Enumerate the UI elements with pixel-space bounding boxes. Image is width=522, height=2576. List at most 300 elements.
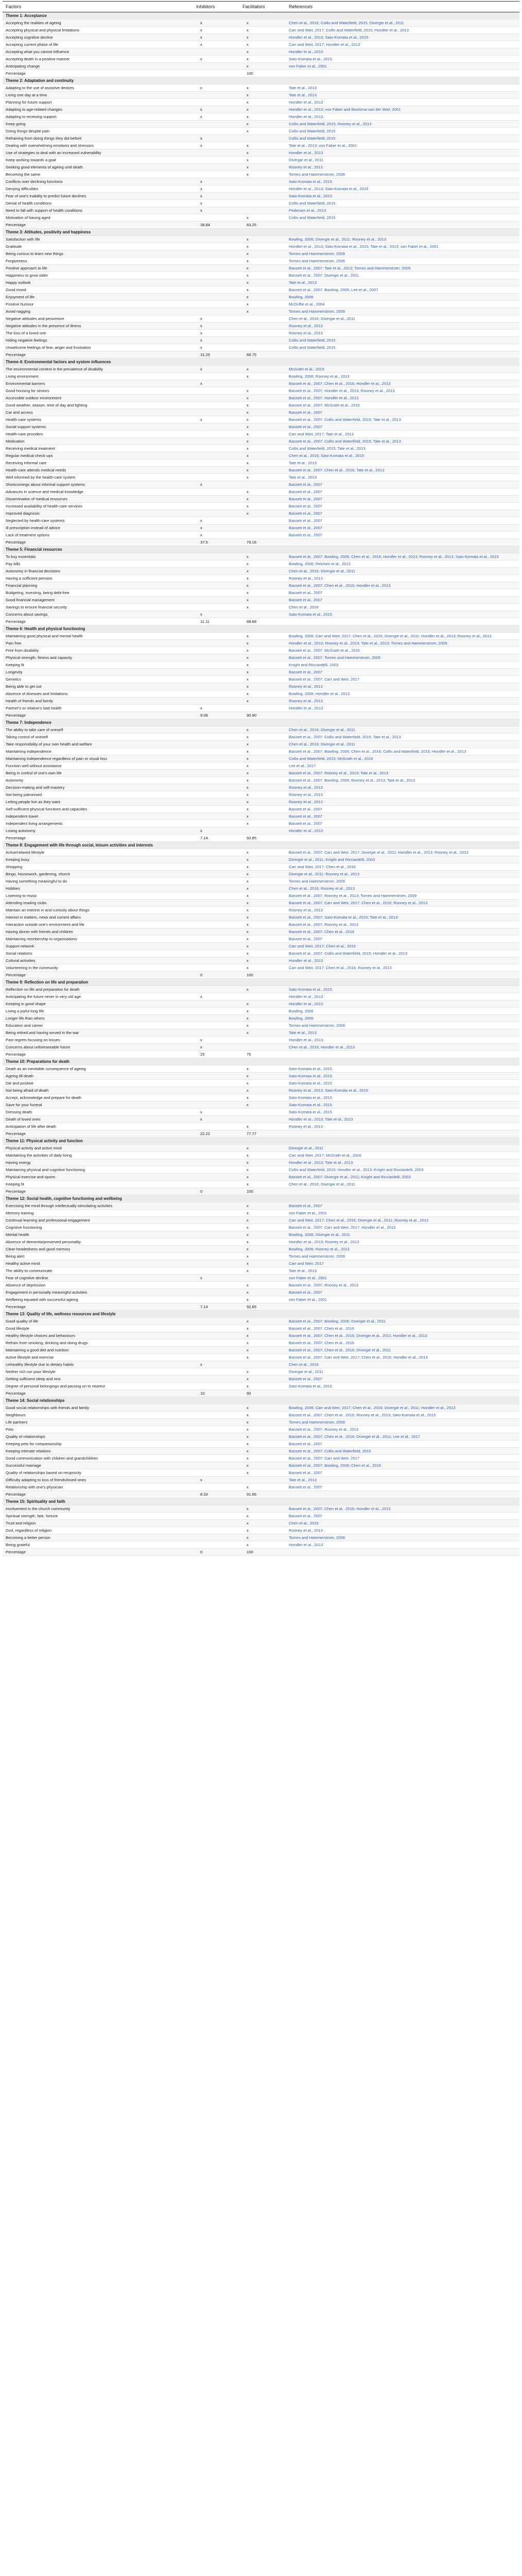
theme-row <box>3 1138 519 1145</box>
reference-cell[interactable]: Pedersen et al., 2013 <box>286 207 519 214</box>
reference-cell[interactable]: Rooney et al., 2013 <box>286 799 519 806</box>
reference-cell[interactable]: Hondler et al., 2013 <box>286 149 519 157</box>
reference-cell[interactable] <box>286 1130 519 1138</box>
reference-cell[interactable]: Bowling, 2006; Reichert et al., 2013 <box>286 561 519 568</box>
reference-cell[interactable] <box>286 70 519 77</box>
facilitator-cell: 100 <box>239 70 286 77</box>
factor-cell: Neither rich nor poor lifestyle <box>3 1368 193 1376</box>
reference-cell[interactable]: Bowling, 2006 <box>286 1015 519 1022</box>
reference-cell[interactable]: Chen et al., 2016; Divergie et al., 2011 <box>286 741 519 748</box>
reference-cell[interactable]: Bassett et al., 2007 <box>286 481 519 488</box>
reference-cell[interactable]: Rooney et al., 2013 <box>286 698 519 705</box>
facilitator-cell: x <box>239 1404 286 1412</box>
reference-cell[interactable]: Bassett et al., 2007 <box>286 1202 519 1210</box>
facilitator-cell: x <box>239 799 286 806</box>
reference-cell[interactable] <box>286 1303 519 1311</box>
reference-cell[interactable]: Sato-Komata et al., 2015 <box>286 611 519 618</box>
factor-cell: Past regrets focusing on losses <box>3 1037 193 1044</box>
facilitator-cell: x <box>239 1527 286 1534</box>
reference-cell[interactable]: Hondler et al., 2013 <box>286 113 519 121</box>
percentage-row <box>3 1051 519 1058</box>
reference-cell[interactable]: Sato-Komata et al., 2015 <box>286 1109 519 1116</box>
reference-cell[interactable]: Sato-Komata et al., 2015 <box>286 56 519 63</box>
reference-cell[interactable]: Bassett et al., 2007 <box>286 423 519 431</box>
reference-cell[interactable]: Collis and Waterfield, 2015 <box>286 337 519 344</box>
reference-cell[interactable]: Bassett et al., 2007; Tornes and Hammerstrom, 2009 <box>286 654 519 662</box>
reference-cell[interactable]: Tornes and Hammerstrom, 2009 <box>286 171 519 178</box>
facilitator-cell <box>239 517 286 524</box>
reference-cell[interactable]: Bassett et al., 2007; Collis and Waterfield, 2015; Hondler et al., 2013 <box>286 950 519 957</box>
reference-cell[interactable]: Hondler et al., 2013; Sato-Komata et al., 2015 <box>286 185 519 193</box>
reference-cell[interactable]: Carr and Weir, 2017; Chen et al., 2016 <box>286 863 519 871</box>
facilitator-cell: x <box>239 806 286 813</box>
reference-cell[interactable]: Tornes and Hammerstrom, 2009 <box>286 1022 519 1029</box>
header-factors: Factors <box>3 2 193 12</box>
reference-cell[interactable]: Bassett et al., 2007; Chen et al., 2016; Hondler et al., 2013 <box>286 1505 519 1513</box>
table-row <box>3 387 519 395</box>
inhibitor-cell <box>193 1073 239 1080</box>
reference-cell[interactable]: Bowling, 2006; Carr and Weir, 2017; Chen et al., 2016; Divergie et al., 2011; Hondler et al., 2013; Rooney et al., 2013 <box>286 633 519 640</box>
table-row <box>3 1065 519 1073</box>
reference-cell[interactable]: Tornes and Hammerstrom, 2009 <box>286 250 519 258</box>
reference-cell[interactable] <box>286 835 519 842</box>
reference-cell[interactable]: Bassett et al., 2007; Carr and Weir, 2017; Divergie et al., 2011; Hondler et al., 2013; Rooney et al., 2013 <box>286 849 519 856</box>
facilitator-cell: x <box>239 308 286 315</box>
reference-cell[interactable]: Bassett et al., 2007; Bowling, 2006; Chen et al., 2016 <box>286 1462 519 1469</box>
facilitator-cell: 77.77 <box>239 1130 286 1138</box>
reference-cell[interactable]: Bassett et al., 2007; Chen et al., 2016; Rooney et al., 2013; Sato-Komata et al., 2015 <box>286 1412 519 1419</box>
reference-cell[interactable]: Bassett et al., 2007; Bowling, 2006; Chen et al., 2016; Collis and Waterfield, 2015; Hondler et al., 2013 <box>286 748 519 755</box>
reference-cell[interactable]: Hondler et al., 2013 <box>286 993 519 1001</box>
inhibitor-cell <box>193 1534 239 1541</box>
reference-cell[interactable]: Bowling, 2006; Carr and Weir, 2017; Chen et al., 2016; Divergie et al., 2011; Hondler et al., 2013 <box>286 1404 519 1412</box>
reference-cell[interactable]: Tornes and Hammerstrom, 2009 <box>286 878 519 885</box>
reference-cell[interactable]: Bassett et al., 2007; McGrath et al., 2015 <box>286 402 519 409</box>
reference-cell[interactable]: Chen et al., 2016, Collis and Waterfield, 2015, Divergie et al., 2011 <box>286 20 519 27</box>
factor-cell: Interest in matters, news and current affairs <box>3 914 193 921</box>
reference-cell[interactable]: Bassett et al., 2007; Chen et al., 2016; Divergie et al., 2011; Lee et al., 2017 <box>286 1433 519 1440</box>
reference-cell[interactable]: Bassett et al., 2007; McGrath et al., 2015 <box>286 647 519 654</box>
reference-cell[interactable]: Tate et al., 2013; von Faber et al., 2001 <box>286 142 519 149</box>
reference-cell[interactable]: Tate et al., 2013 <box>286 279 519 286</box>
table-row <box>3 207 519 214</box>
reference-cell[interactable]: Bassett et al., 2007 <box>286 1440 519 1448</box>
reference-cell[interactable]: Collis and Waterfield, 2015; Rooney et al., 2013 <box>286 121 519 128</box>
reference-cell[interactable]: von Faber et al., 2001 <box>286 63 519 70</box>
reference-cell[interactable]: Chen et al., 2016; Sato-Komata et al., 2015 <box>286 452 519 460</box>
reference-cell[interactable]: Collis and Waterfield, 2015; Hondler et al., 2013; Knight and Ricciardelli, 2003 <box>286 1166 519 1174</box>
reference-cell[interactable]: Rooney et al., 2013 <box>286 1123 519 1130</box>
reference-cell[interactable]: Bassett et al., 2007; Bowling, 2006; Rooney et al., 2013; Tate et al., 2013 <box>286 777 519 784</box>
reference-cell[interactable]: Hondler et al., 2013 <box>286 957 519 964</box>
reference-cell[interactable] <box>286 618 519 625</box>
reference-cell[interactable]: Tate et al., 2013 <box>286 84 519 92</box>
reference-cell[interactable]: Bassett et al., 2007; Chen et al., 2016; Tate et al., 2013 <box>286 467 519 474</box>
reference-cell[interactable]: Sato-Komata et al., 2015 <box>286 178 519 185</box>
reference-cell[interactable] <box>286 539 519 546</box>
reference-cell[interactable]: Hondler et al., 2013 <box>286 48 519 56</box>
reference-cell[interactable]: Bassett et al., 2007 <box>286 517 519 524</box>
facilitator-cell: 75 <box>239 1051 286 1058</box>
reference-cell[interactable]: McDuffie et al., 2004 <box>286 301 519 308</box>
reference-cell[interactable]: Bassett et al., 2007 <box>286 1513 519 1520</box>
factor-cell: Percentage <box>3 835 193 842</box>
facilitator-cell <box>239 1361 286 1368</box>
reference-cell[interactable]: Bassett et al., 2007 <box>286 510 519 517</box>
facilitator-cell <box>239 344 286 351</box>
reference-cell[interactable]: Chen et al., 2016 <box>286 604 519 611</box>
reference-cell[interactable]: Bassett et al., 2007; Rooney et al., 2013 <box>286 1426 519 1433</box>
reference-cell[interactable]: Lee et al., 2017 <box>286 762 519 770</box>
reference-cell[interactable]: Carr and Weir, 2017; Chen et al., 2016; Divergie et al., 2011; Rooney et al., 2013 <box>286 1217 519 1224</box>
reference-cell[interactable]: Bassett et al., 2007; Chen et al., 2016 <box>286 928 519 936</box>
reference-cell[interactable]: Bassett et al., 2007; Sato-Komata et al., 2015; Tate et al., 2013 <box>286 914 519 921</box>
inhibitor-cell <box>193 431 239 438</box>
reference-cell[interactable]: Bowling, 2006; Hondler et al., 2013 <box>286 690 519 698</box>
inhibitor-cell <box>193 964 239 972</box>
factor-cell: Good quality of life <box>3 1318 193 1325</box>
reference-cell[interactable]: Divergie et al., 2011; Rooney et al., 2013 <box>286 871 519 878</box>
reference-cell[interactable] <box>286 1188 519 1195</box>
inhibitor-cell <box>193 770 239 777</box>
reference-cell[interactable]: Bassett et al., 2007 <box>286 1289 519 1296</box>
table-row <box>3 1239 519 1246</box>
inhibitor-cell <box>193 820 239 827</box>
reference-cell[interactable]: Rooney et al., 2013 <box>286 164 519 171</box>
reference-cell[interactable]: Tornes and Hammerstrom, 2009 <box>286 1419 519 1426</box>
factor-cell: Receiving informal care <box>3 460 193 467</box>
factor-cell: Ill prescription instead of advice <box>3 524 193 532</box>
reference-cell[interactable]: Divergie et al., 2011 <box>286 1368 519 1376</box>
reference-cell[interactable]: Bassett et al., 2007 <box>286 936 519 943</box>
reference-cell[interactable]: Divergie et al., 2011; Knight and Ricciardelli, 2003 <box>286 856 519 863</box>
inhibitor-cell <box>193 286 239 294</box>
reference-cell[interactable]: von Faber et al., 2001 <box>286 1296 519 1303</box>
reference-cell[interactable]: Chen et al., 2016; Hondler et al., 2013 <box>286 1044 519 1051</box>
reference-cell[interactable]: Bassett et al., 2007 <box>286 820 519 827</box>
reference-cell[interactable]: Bassett et al., 2007; Tate et al., 2013; Tornes and Hammerstrom, 2009 <box>286 265 519 272</box>
table-row <box>3 568 519 575</box>
reference-cell[interactable] <box>286 1390 519 1397</box>
reference-cell[interactable]: Bassett et al., 2007; Collis and Waterfield, 2015; Tate et al., 2013 <box>286 438 519 445</box>
reference-cell[interactable]: Hondler et al., 2013 <box>286 1001 519 1008</box>
reference-cell[interactable] <box>286 1549 519 1556</box>
reference-cell[interactable]: Bassett et al., 2007 <box>286 669 519 676</box>
table-row <box>3 63 519 70</box>
reference-cell[interactable]: Hondler et al., 2013; Sato-Komata et al., 2015 <box>286 34 519 41</box>
reference-cell[interactable]: Knight and Ricciardelli, 2003 <box>286 662 519 669</box>
reference-cell[interactable]: Tate et al., 2013 <box>286 1477 519 1484</box>
factor-cell: Wellbeing equated with successful ageing <box>3 1296 193 1303</box>
reference-cell[interactable]: Sato-Komata et al., 2015 <box>286 1073 519 1080</box>
reference-cell[interactable]: Tate et al., 2013 <box>286 460 519 467</box>
table-row <box>3 1318 519 1325</box>
inhibitor-cell <box>193 604 239 611</box>
inhibitor-cell: x <box>193 200 239 207</box>
reference-cell[interactable]: Bassett et al., 2007 <box>286 524 519 532</box>
reference-cell[interactable]: Hondler et al., 2013; Tate et al., 2013 <box>286 1116 519 1123</box>
reference-cell[interactable]: Bassett et al., 2007; Collis and Waterfield, 2015 <box>286 1448 519 1455</box>
reference-cell[interactable] <box>286 351 519 359</box>
reference-cell[interactable]: Collis and Waterfield, 2015 <box>286 135 519 142</box>
reference-cell[interactable]: Tate et al., 2013 <box>286 1267 519 1275</box>
factor-cell: Degree of personal belongings and passing on to nearest <box>3 1383 193 1390</box>
reference-cell[interactable]: Sato-Komata et al., 2015 <box>286 1101 519 1109</box>
inhibitor-cell <box>193 777 239 784</box>
reference-cell[interactable]: Bassett et al., 2007; Hondler et al., 2013; Rooney et al., 2013 <box>286 387 519 395</box>
inhibitor-cell <box>193 856 239 863</box>
reference-cell[interactable]: Hondler et al., 2013 <box>286 705 519 712</box>
factor-cell: Forgiveness <box>3 258 193 265</box>
reference-cell[interactable]: Bassett et al., 2007 <box>286 589 519 597</box>
reference-cell[interactable]: Bassett et al., 2007 <box>286 488 519 496</box>
table-row <box>3 647 519 654</box>
facilitator-cell: x <box>239 1455 286 1462</box>
reference-cell[interactable]: Rooney et al., 2013 <box>286 1527 519 1534</box>
table-row <box>3 323 519 330</box>
reference-cell[interactable]: Bassett et al., 2007; Chen et al., 2016 <box>286 1325 519 1332</box>
reference-cell[interactable]: Tornes and Hammerstrom, 2009 <box>286 1253 519 1260</box>
reference-cell[interactable]: Bassett et al., 2007; Collis and Waterfield, 2015; Tate et al., 2013 <box>286 416 519 423</box>
reference-cell[interactable]: Bassett et al., 2007; Rooney et al., 2013; Tornes and Hammerstrom, 2009 <box>286 892 519 900</box>
reference-cell[interactable]: Collis and Waterfield, 2015 <box>286 344 519 351</box>
reference-cell[interactable]: Tornes and Hammerstrom, 2009 <box>286 1534 519 1541</box>
reference-cell[interactable]: Hondler et al., 2013; Rooney et al., 2013 <box>286 1239 519 1246</box>
table-row <box>3 806 519 813</box>
factor-cell: Maintaining independence <box>3 748 193 755</box>
reference-cell[interactable]: Bassett et al., 2007; Carr and Weir, 2017 <box>286 676 519 683</box>
inhibitor-cell <box>193 813 239 820</box>
reference-cell[interactable]: Bassett et al., 2007; Hondler et al., 2013 <box>286 395 519 402</box>
reference-cell[interactable]: Rooney et al., 2013; Sato-Komata et al., 2015 <box>286 1087 519 1094</box>
reference-cell[interactable]: Bassett et al., 2007; Bowling, 2006; Chen et al., 2016; Hondler et al., 2013; Rooney et al., 2013; Sato-Komata et al., 2015 <box>286 553 519 561</box>
reference-cell[interactable]: Hondler et al., 2013 <box>286 827 519 835</box>
factor-cell: Unwelcome feelings of fear, anger and frustration <box>3 344 193 351</box>
reference-cell[interactable]: Chen et al., 2016 <box>286 1520 519 1527</box>
reference-cell[interactable]: Hondler et al., 2013; von Faber and Bootsma-van der Wiel, 2001 <box>286 106 519 113</box>
reference-cell[interactable]: Bassett et al., 2007; Bowling, 2006; Divergie et al., 2011 <box>286 1318 519 1325</box>
reference-cell[interactable]: von Faber et al., 2001 <box>286 1210 519 1217</box>
inhibitor-cell <box>193 402 239 409</box>
reference-cell[interactable]: Sato-Komata et al., 2015 <box>286 193 519 200</box>
factor-cell: Percentage <box>3 1303 193 1311</box>
reference-cell[interactable]: Divergie et al., 2011 <box>286 1145 519 1152</box>
reference-cell[interactable]: Hondler et al., 2013; Rooney et al., 2013; Tate et al., 2013; Tornes and Hammerstrom, 2009 <box>286 640 519 647</box>
inhibitor-cell <box>193 799 239 806</box>
reference-cell[interactable]: Bassett et al., 2007; Chen et al., 2016; Hondler et al., 2013 <box>286 380 519 387</box>
inhibitor-cell <box>193 640 239 647</box>
reference-cell[interactable]: Tate et al., 2013 <box>286 1029 519 1037</box>
table-row <box>3 214 519 222</box>
reference-cell[interactable]: Hondler et al., 2013 <box>286 99 519 106</box>
reference-cell[interactable]: Tornes and Hammerstrom, 2009 <box>286 308 519 315</box>
reference-cell[interactable]: Carr and Weir, 2017; Tate et al., 2013 <box>286 431 519 438</box>
reference-cell[interactable]: Bassett et al., 2007; Chen et al., 2016 <box>286 1340 519 1347</box>
reference-cell[interactable]: Collis and Waterfield, 2015; McGrath et al., 2016 <box>286 755 519 762</box>
reference-cell[interactable] <box>286 972 519 979</box>
reference-cell[interactable]: Bassett et al., 2007 <box>286 496 519 503</box>
reference-cell[interactable]: Bassett et al., 2007; Carr and Weir, 2017; Chen et al., 2016; Hondler et al., 2013 <box>286 1354 519 1361</box>
reference-cell[interactable]: Chen et al., 2016; Divergie et al., 2011 <box>286 726 519 734</box>
table-row <box>3 1275 519 1282</box>
reference-cell[interactable]: Bassett et al., 2007; Divergie et al., 2011; Knight and Ricciardelli, 2003 <box>286 1174 519 1181</box>
reference-cell[interactable]: Carr and Weir, 2017; McGrath et al., 2016 <box>286 1152 519 1159</box>
reference-cell[interactable]: Bassett et al., 2007; Divergie et al., 2011 <box>286 272 519 279</box>
reference-cell[interactable]: Hondler et al., 2013 <box>286 1037 519 1044</box>
reference-cell[interactable]: Sato-Komata et al., 2015 <box>286 1383 519 1390</box>
factor-cell: Positive approach to life <box>3 265 193 272</box>
reference-cell[interactable] <box>286 1051 519 1058</box>
reference-cell[interactable]: Collis and Waterfield, 2015 <box>286 214 519 222</box>
reference-cell[interactable]: Tate et al., 2013 <box>286 474 519 481</box>
reference-cell[interactable] <box>286 1491 519 1498</box>
reference-cell[interactable]: Bassett et al., 2007; Chen et al., 2016; Hondler et al., 2013 <box>286 582 519 589</box>
reference-cell[interactable]: Bassett et al., 2007 <box>286 806 519 813</box>
reference-cell[interactable]: Rooney et al., 2013 <box>286 907 519 914</box>
reference-cell[interactable]: Bassett et al., 2007; Rooney et al., 2013; Tate et al., 2013 <box>286 770 519 777</box>
inhibitor-cell: x <box>193 517 239 524</box>
facilitator-cell: x <box>239 683 286 690</box>
reference-cell[interactable]: Bowling, 2006 <box>286 1008 519 1015</box>
reference-cell[interactable]: Chen et al., 2016; Divergie et al., 2011 <box>286 315 519 323</box>
reference-cell[interactable]: Collis and Waterfield, 2015 <box>286 128 519 135</box>
inhibitor-cell <box>193 236 239 243</box>
reference-cell[interactable]: Chen et al., 2016; Rooney et al., 2013 <box>286 885 519 892</box>
inhibitor-cell: x <box>193 27 239 34</box>
reference-cell[interactable]: Carr and Weir, 2017 <box>286 1260 519 1267</box>
factor-cell: Letting people live as they want <box>3 799 193 806</box>
reference-cell[interactable]: Chen et al., 2016; Divergie et al., 2011 <box>286 568 519 575</box>
reference-cell[interactable]: Chen et al., 2016; Divergie et al., 2011 <box>286 1181 519 1188</box>
reference-cell[interactable]: Sato-Komata et al., 2015 <box>286 986 519 993</box>
table-row <box>3 900 519 907</box>
factor-cell: Having a sufficient pension <box>3 575 193 582</box>
facilitator-cell: 90.90 <box>239 712 286 719</box>
reference-cell[interactable]: Sato-Komata et al., 2015 <box>286 1065 519 1073</box>
reference-cell[interactable]: Hondler et al., 2013; Sato-Komata et al., 2015; Tate et al., 2013; von Faber et al., 2001 <box>286 243 519 250</box>
reference-cell[interactable]: Bassett et al., 2007 <box>286 1484 519 1491</box>
reference-cell[interactable]: Sato-Komata et al., 2015 <box>286 1080 519 1087</box>
reference-cell[interactable]: Bassett et al., 2007 <box>286 532 519 539</box>
reference-cell[interactable]: Rooney et al., 2013 <box>286 791 519 799</box>
reference-cell[interactable]: Bowling, 2006; Rooney et al., 2013 <box>286 1246 519 1253</box>
facilitator-cell: x <box>239 568 286 575</box>
reference-cell[interactable]: Bassett et al., 2007; Chen et al., 2016; Divergie et al., 2011; Hondler et al., 2013 <box>286 1332 519 1340</box>
inhibitor-cell <box>193 698 239 705</box>
factor-cell: Relationship with one's physician <box>3 1484 193 1491</box>
reference-cell[interactable]: Bowling, 2006; Divergie et al., 2011; Rooney et al., 2013 <box>286 236 519 243</box>
factor-cell: Maintaining the activities of daily living <box>3 1152 193 1159</box>
reference-cell[interactable]: Carr and Weir, 2017; Chen et al., 2016 <box>286 943 519 950</box>
reference-cell[interactable]: Bassett et al., 2007; Collis and Waterfield, 2015; Tate et al., 2013 <box>286 734 519 741</box>
reference-cell[interactable]: Bassett et al., 2007 <box>286 1469 519 1477</box>
reference-cell[interactable]: Hondler et al., 2013; Tate et al., 2013 <box>286 1159 519 1166</box>
inhibitor-cell <box>193 907 239 914</box>
factor-cell: Living environment <box>3 373 193 380</box>
table-row <box>3 633 519 640</box>
factor-cell: Good lifestyle <box>3 1325 193 1332</box>
reference-cell[interactable]: Collis and Waterfield, 2015 <box>286 200 519 207</box>
reference-cell[interactable]: Bassett et al., 2007 <box>286 1376 519 1383</box>
factor-cell: Interaction outside one's environment and life <box>3 921 193 928</box>
reference-cell[interactable] <box>286 712 519 719</box>
factor-cell: Being curious to learn new things <box>3 250 193 258</box>
inhibitor-cell <box>193 467 239 474</box>
reference-cell[interactable]: Divergie et al., 2011 <box>286 157 519 164</box>
reference-cell[interactable]: Bassett et al., 2007; Bowling, 2006; Lee et al., 2007 <box>286 286 519 294</box>
reference-cell[interactable]: Bassett et al., 2007 <box>286 597 519 604</box>
reference-cell[interactable]: McGrath et al., 2015 <box>286 366 519 373</box>
reference-cell[interactable]: Bassett et al., 2007 <box>286 503 519 510</box>
inhibitor-cell <box>193 1520 239 1527</box>
factor-cell: Happiness to grow older <box>3 272 193 279</box>
factor-cell: Increased availability of health-care services <box>3 503 193 510</box>
reference-cell[interactable]: Bassett et al., 2007; Chen et al., 2016; Divergie et al., 2011 <box>286 1347 519 1354</box>
facilitator-cell: x <box>239 265 286 272</box>
reference-cell[interactable]: Bassett et al., 2007; Carr and Weir, 2017 <box>286 1455 519 1462</box>
table-row <box>3 676 519 683</box>
facilitator-cell: x <box>239 416 286 423</box>
reference-cell[interactable]: Carr and Weir, 2017; Chen et al., 2016; Rooney et al., 2013 <box>286 964 519 972</box>
reference-cell[interactable]: Bowling, 2006 <box>286 294 519 301</box>
reference-cell[interactable]: Bassett et al., 2007; Rooney et al., 2013 <box>286 1282 519 1289</box>
inhibitor-cell: 7.14 <box>193 835 239 842</box>
reference-cell[interactable]: Carr and Weir, 2017; Collis and Waterfield, 2015; Hondler et al., 2013 <box>286 27 519 34</box>
facilitator-cell: x <box>239 928 286 936</box>
factor-cell: Accept, acknowledge and prepare for death <box>3 1094 193 1101</box>
table-row <box>3 582 519 589</box>
reference-cell[interactable]: Tate et al., 2013 <box>286 92 519 99</box>
reference-cell[interactable]: Bassett et al., 2007; Rooney et al., 2013 <box>286 921 519 928</box>
reference-cell[interactable]: Sato-Komata et al., 2015 <box>286 1094 519 1101</box>
inhibitor-cell: 8.33 <box>193 1491 239 1498</box>
table-row <box>3 20 519 27</box>
table-row <box>3 308 519 315</box>
factor-cell: Percentage <box>3 539 193 546</box>
facilitator-cell: x <box>239 157 286 164</box>
facilitator-cell: x <box>239 1383 286 1390</box>
factor-cell: Maintaining membership to organisations <box>3 936 193 943</box>
reference-cell[interactable]: Bowling, 2006; Rooney et al., 2013 <box>286 373 519 380</box>
table-row <box>3 1029 519 1037</box>
theme-row <box>3 719 519 726</box>
reference-cell[interactable]: Bassett et al., 2007; Carr and Weir, 2017; Hondler et al., 2013 <box>286 1224 519 1231</box>
reference-cell[interactable]: Rooney et al., 2013 <box>286 323 519 330</box>
reference-cell[interactable]: Rooney et al., 2013 <box>286 683 519 690</box>
reference-cell[interactable]: Chen et al., 2016 <box>286 1361 519 1368</box>
reference-cell[interactable]: Collis and Waterfield, 2015; Tate et al., 2013 <box>286 445 519 452</box>
reference-cell[interactable] <box>286 222 519 229</box>
reference-cell[interactable]: Bowling, 2006; Divergie et al., 2011 <box>286 1231 519 1239</box>
reference-cell[interactable]: Tornes and Hammerstrom, 2009 <box>286 258 519 265</box>
reference-cell[interactable]: Rooney et al., 2013 <box>286 575 519 582</box>
table-row <box>3 1325 519 1332</box>
factor-cell: Keep going <box>3 121 193 128</box>
inhibitor-cell <box>193 943 239 950</box>
reference-cell[interactable]: Bassett et al., 2007; Carr and Weir, 2017; Chen et al., 2016; Rooney et al., 2013 <box>286 900 519 907</box>
facilitator-cell: x <box>239 1008 286 1015</box>
table-row <box>3 250 519 258</box>
reference-cell[interactable]: Hondler et al., 2013 <box>286 1541 519 1549</box>
reference-cell[interactable]: Bassett et al., 2007 <box>286 813 519 820</box>
inhibitor-cell <box>193 445 239 452</box>
reference-cell[interactable]: Bassett et al., 2007 <box>286 409 519 416</box>
table-row <box>3 1505 519 1513</box>
reference-cell[interactable]: Rooney et al., 2013 <box>286 784 519 791</box>
reference-cell[interactable]: Rooney et al., 2013 <box>286 330 519 337</box>
reference-cell[interactable]: von Faber et al., 2001 <box>286 1275 519 1282</box>
reference-cell[interactable]: Carr and Weir, 2017; Hondler et al., 2013 <box>286 41 519 48</box>
